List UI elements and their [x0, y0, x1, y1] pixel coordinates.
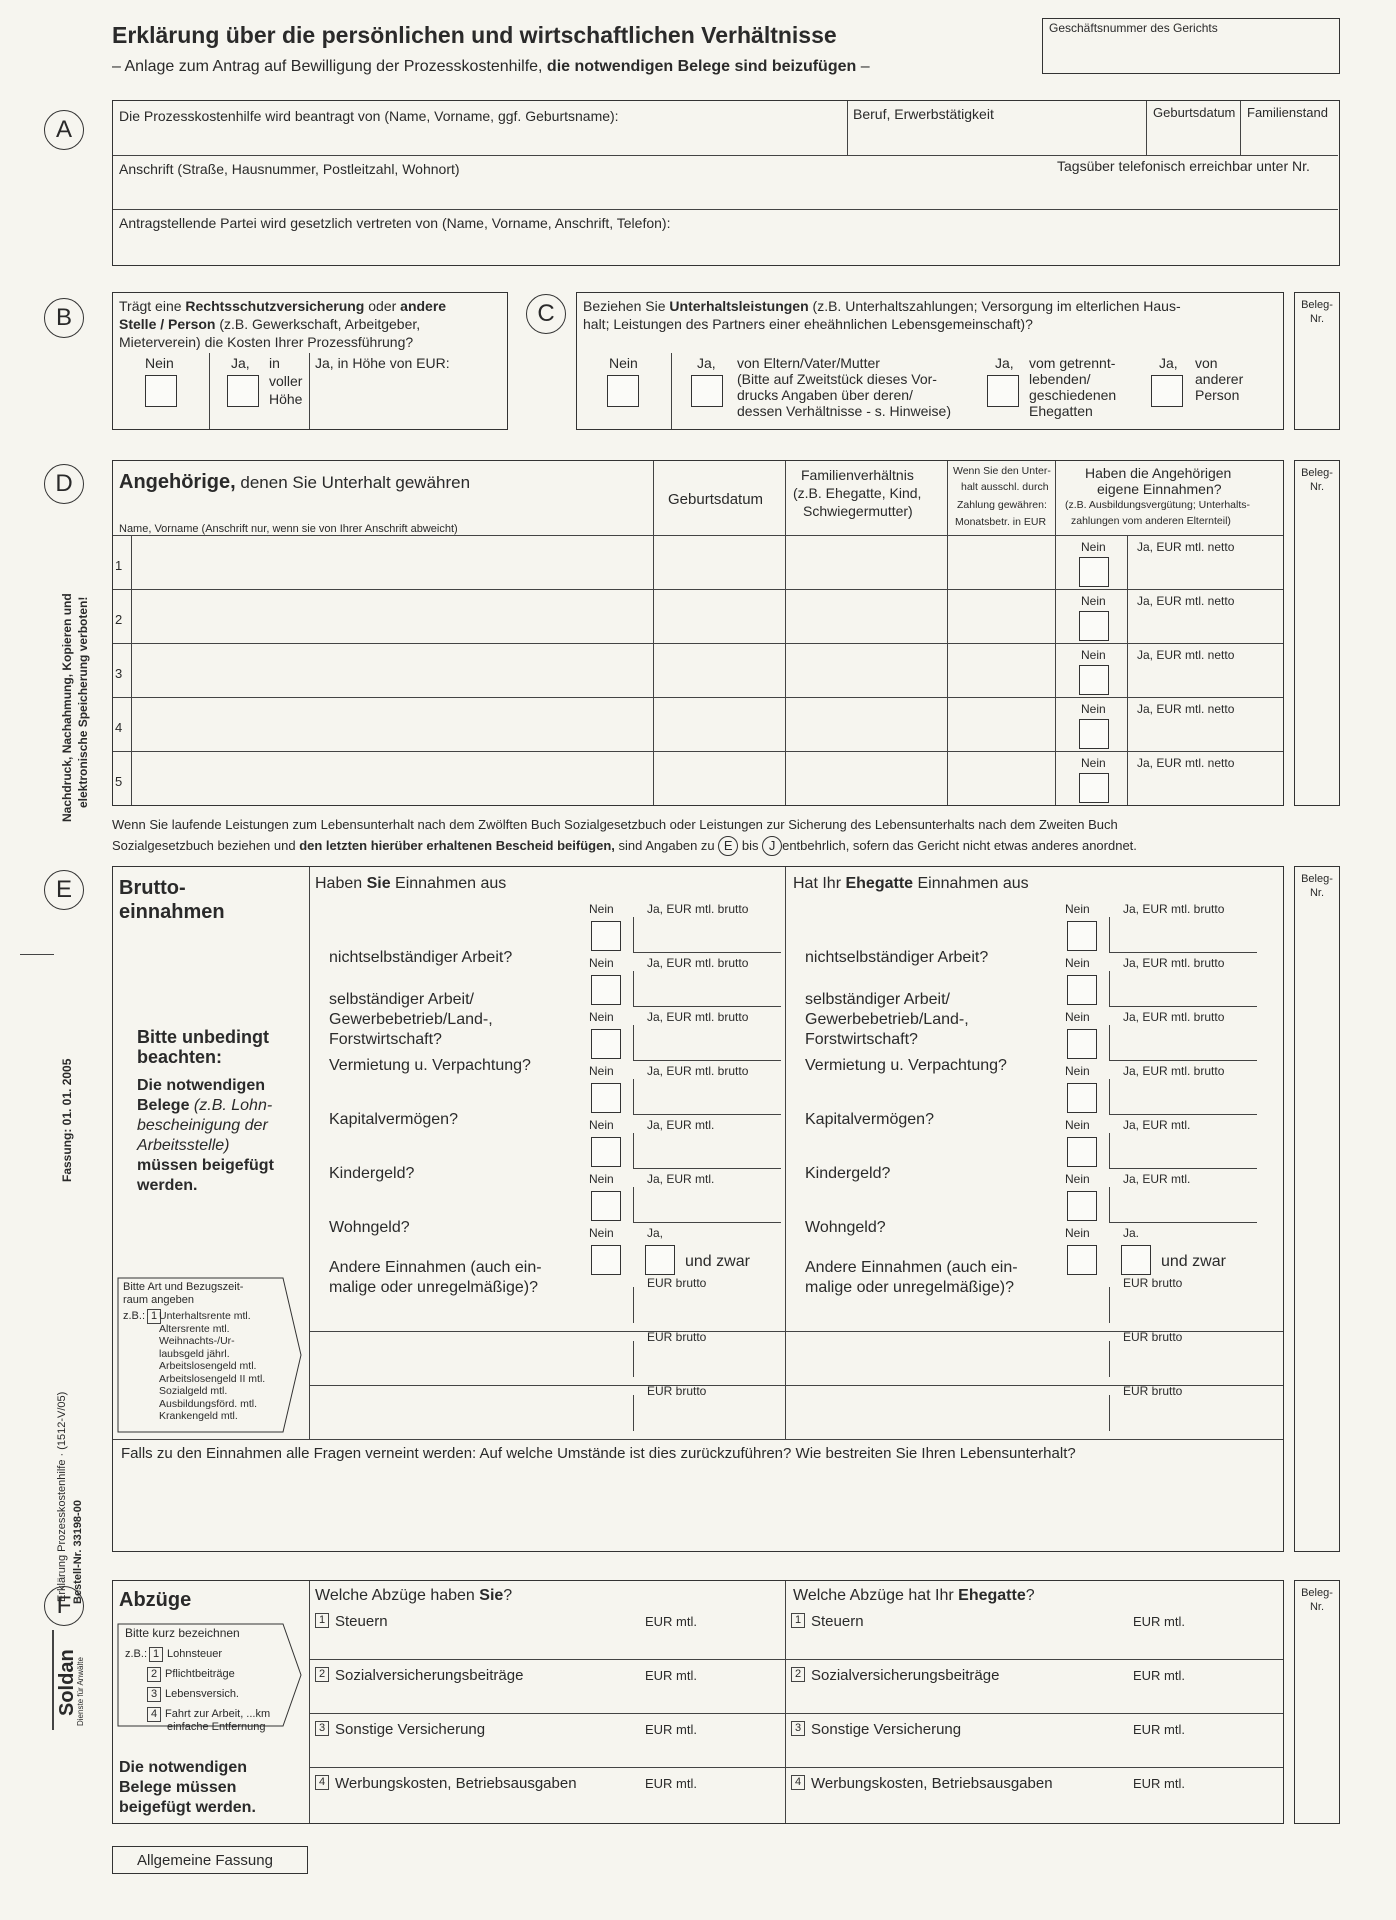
your-income-label: Gewerbebetrieb/Land-,: [329, 1011, 493, 1028]
insurance-full-voller-label: voller: [269, 373, 303, 389]
form-subtitle: – Anlage zum Antrag auf Bewilligung der Prozesskostenhilfe, die notwendigen Belege sind beizufügen –: [112, 58, 870, 75]
maintenance-spouse-l4: Ehegatten: [1029, 403, 1093, 419]
spouse-income-no-checkbox[interactable]: [1067, 1029, 1097, 1059]
yes-amount-label: Ja, EUR mtl. brutto: [1123, 956, 1225, 970]
your-other-income-field[interactable]: [315, 1269, 775, 1321]
maintenance-spouse-yes-label: Ja,: [995, 355, 1014, 371]
yes-amount-label: Ja, EUR mtl. brutto: [1123, 902, 1225, 916]
section-a-marker: A: [44, 110, 84, 150]
spouse-income-label: Vermietung u. Verpachtung?: [805, 1057, 1007, 1074]
your-income-row: [309, 1118, 785, 1182]
deduction-label: Sozialversicherungsbeiträge: [811, 1667, 1000, 1684]
maintenance-other-yes-label: Ja,: [1159, 355, 1178, 371]
your-income-row: [309, 1010, 785, 1074]
deduction-label: Werbungskosten, Betriebsausgaben: [335, 1775, 577, 1792]
spouse-income-row: [785, 956, 1261, 1048]
your-deduction-row[interactable]: [309, 1719, 785, 1767]
insurance-no-checkbox[interactable]: [145, 375, 177, 407]
dependents-rel-l3: Schwiegermutter): [803, 503, 913, 519]
section-e-marker: E: [44, 870, 84, 910]
no-label: Nein: [1065, 902, 1090, 916]
insurance-full-yes-label: Ja,: [231, 355, 250, 371]
applicant-name-label: Die Prozesskostenhilfe wird beantragt von (Name, Vorname, ggf. Geburtsname):: [119, 108, 619, 124]
spouse-income-label: Gewerbebetrieb/Land-,: [805, 1011, 969, 1028]
eur-monthly-label: EUR mtl.: [1133, 1668, 1185, 1683]
beleg-b-c[interactable]: Beleg- Nr.: [1294, 292, 1340, 430]
birthdate-label: Geburtsdatum: [1153, 105, 1236, 120]
beleg-d[interactable]: Beleg- Nr.: [1294, 460, 1340, 806]
spouse-income-label: nichtselbständiger Arbeit?: [805, 949, 989, 966]
spouse-income-row: [785, 902, 1261, 966]
yes-label: Ja,: [647, 1226, 664, 1240]
maintenance-other-l2: anderer: [1195, 371, 1244, 387]
deduction-label: Steuern: [335, 1613, 388, 1630]
your-income-row: [309, 956, 785, 1048]
eur-monthly-label: EUR mtl.: [645, 1776, 697, 1791]
brand-tagline: Dienste für Anwälte: [76, 1657, 85, 1726]
maintenance-parents-checkbox[interactable]: [691, 375, 723, 407]
your-income-amount-field[interactable]: [633, 1133, 781, 1169]
no-income-answer-field[interactable]: [117, 1467, 1277, 1547]
your-income-label: Kapitalvermögen?: [329, 1111, 458, 1128]
no-label: Nein: [1065, 1118, 1090, 1132]
spouse-other-income-field[interactable]: [791, 1323, 1251, 1375]
spouse-other-income-field[interactable]: [791, 1269, 1251, 1321]
maintenance-other-checkbox[interactable]: [1151, 375, 1183, 407]
dependent-5-no-checkbox[interactable]: [1079, 773, 1109, 803]
benefit-examples: Unterhaltsrente mtl. Altersrente mtl. Weihnachts-/Ur- laubsgeld jährl. Arbeitslosengeld mtl. Arbeitslosengeld II mtl. Sozialgeld mtl. Ausbildungsförd. mtl. Krankengeld mtl.: [159, 1310, 266, 1422]
your-deduction-row[interactable]: [309, 1773, 785, 1821]
eur-monthly-label: EUR mtl.: [645, 1668, 697, 1683]
form-title: Erklärung über die persönlichen und wirtschaftlichen Verhältnisse: [112, 22, 837, 48]
your-income-label: Forstwirtschaft?: [329, 1031, 442, 1048]
deduction-label: Sozialversicherungsbeiträge: [335, 1667, 524, 1684]
no-label: Nein: [589, 1172, 614, 1186]
spouse-income-header: Hat Ihr Ehegatte Einnahmen aus: [793, 875, 1029, 892]
version-box: Allgemeine Fassung: [112, 1846, 308, 1874]
insurance-no-label: Nein: [145, 355, 174, 371]
beleg-e[interactable]: Beleg- Nr.: [1294, 866, 1340, 1552]
spouse-income-amount-field[interactable]: [1109, 1187, 1257, 1223]
insurance-question-l2: Stelle / Person (z.B. Gewerkschaft, Arbeitgeber,: [119, 316, 421, 332]
maintenance-spouse-l3: geschiedenen: [1029, 387, 1117, 403]
deduction-number: 4: [315, 1775, 329, 1790]
dependent-row-5[interactable]: 5 Nein Ja, EUR mtl. netto: [113, 751, 1283, 805]
dependent-4-no-checkbox[interactable]: [1079, 719, 1109, 749]
maintenance-parents-l2: (Bitte auf Zweitstück dieses Vor-: [737, 371, 937, 387]
spouse-income-amount-field[interactable]: [1109, 1025, 1257, 1061]
section-e: Brutto- einnahmen Bitte unbedingt beachten: Die notwendigen Belege (z.B. Lohn- bescheinigung der Arbeitsstelle) müssen beigefügt werden. Bitte Art und Bezugszeit- raum angeben z.B.: 1 Unterhaltsrente mtl. Altersrente mtl. Weihnachts-/Ur- laubsgeld jährl. Arbeitslosengeld mtl. Arbeitslosengeld II mtl. Sozialgeld mtl. Ausbildungsförd. mtl. Krankengeld mtl. Haben Sie Einnahmen aus Hat Ihr Ehegatte Einnahmen aus nichtselbständiger Arbeit? Nein Ja, EUR mtl. brutto selbständiger Arbeit/ Gewerbebetrieb/Land-, Forstwirtschaft? Nein Ja, EUR mtl. brutto Vermietung u. Verpachtung? Nein Ja, EUR mtl. brutto Kapitalvermögen? Nein Ja, EUR mtl. brutto Kindergeld? Nein Ja, EUR mtl. Wohngeld? Nein Ja, EUR mtl. Andere Einnahmen (auch ein- malige oder unregelmäßige)? Nein Ja, und zwar EUR brutto EUR brutto EUR brutto nichtselbständiger Arbeit? Nein Ja, EUR mtl. brutto selbständiger Arbeit/ Gewerbebetrieb/Land-, Forstwirtschaft? Nein Ja, EUR mtl. brutto Vermietung u. Verpachtung? Nein Ja, EUR mtl. brutto Kapitalvermögen? Nein Ja, EUR mtl. brutto Kindergeld? Nein Ja, EUR mtl. Wohngeld? Nein Ja, EUR mtl. Andere Einnahmen (auch ein- malige oder unregelmäßige)? Nein Ja. und zwar EUR brutto EUR brutto EUR brutto Falls zu den Einnahmen alle Fragen verneint werden: Auf welche Umstände ist dies zurückzuführen? Wie bestreiten Sie Ihren Lebensunterhalt?: [112, 866, 1284, 1552]
hint-l1: Bitte unbedingt: [137, 1027, 269, 1047]
eur-monthly-label: EUR mtl.: [1133, 1614, 1185, 1629]
your-other-income-field[interactable]: [315, 1323, 775, 1375]
your-income-label: Vermietung u. Verpachtung?: [329, 1057, 531, 1074]
copyright-notice-l1: Nachdruck, Nachahmung, Kopieren und: [60, 593, 74, 822]
dependents-inc-l3: (z.B. Ausbildungsvergütung; Unterhalts-: [1065, 499, 1251, 511]
section-d-marker: D: [44, 464, 84, 504]
dependent-3-no-checkbox[interactable]: [1079, 665, 1109, 695]
maintenance-other-l1: von: [1195, 355, 1218, 371]
no-label: Nein: [1065, 1010, 1090, 1024]
deduction-label: Steuern: [811, 1613, 864, 1630]
eur-monthly-label: EUR mtl.: [645, 1722, 697, 1737]
your-deduction-row[interactable]: [309, 1665, 785, 1713]
spouse-income-label: Forstwirtschaft?: [805, 1031, 918, 1048]
dependent-2-no-checkbox[interactable]: [1079, 611, 1109, 641]
maintenance-no-checkbox[interactable]: [607, 375, 639, 407]
maintenance-parents-l3: drucks Angaben über deren/: [737, 387, 913, 403]
spouse-income-label: malige oder unregelmäßige)?: [805, 1279, 1014, 1296]
deduction-number: 2: [315, 1667, 329, 1682]
deduction-label: Sonstige Versicherung: [335, 1721, 486, 1738]
gross-income-title-l2: einnahmen: [119, 901, 225, 923]
spouse-other-income-field[interactable]: [791, 1377, 1251, 1429]
namely-label: und zwar: [685, 1253, 750, 1270]
yes-amount-label: Ja, EUR mtl. brutto: [647, 902, 749, 916]
your-income-amount-field[interactable]: [633, 971, 781, 1007]
deduction-number: 1: [791, 1613, 805, 1628]
yes-label: Ja.: [1123, 1226, 1140, 1240]
dependents-pay-l3: Zahlung gewähren:: [957, 499, 1047, 511]
no-label: Nein: [589, 902, 614, 916]
section-c-marker: C: [526, 294, 566, 334]
spouse-income-label: Kapitalvermögen?: [805, 1111, 934, 1128]
your-income-no-checkbox[interactable]: [591, 1029, 621, 1059]
your-income-no-checkbox[interactable]: [591, 1137, 621, 1167]
eur-monthly-label: EUR mtl.: [1133, 1776, 1185, 1791]
version-date: Fassung: 01. 01. 2005: [60, 1058, 74, 1182]
yes-amount-label: Ja, EUR mtl.: [647, 1118, 715, 1132]
eur-gross-label: EUR brutto: [1123, 1276, 1183, 1290]
namely-label: und zwar: [1161, 1253, 1226, 1270]
spouse-income-amount-field[interactable]: [1109, 1133, 1257, 1169]
spouse-income-row: [785, 1172, 1261, 1236]
address-label: Anschrift (Straße, Hausnummer, Postleitzahl, Wohnort): [119, 161, 460, 177]
section-b: [112, 292, 508, 430]
maintenance-spouse-checkbox[interactable]: [987, 375, 1019, 407]
your-income-amount-field[interactable]: [633, 1187, 781, 1223]
insurance-full-hoehe-label: Höhe: [269, 391, 303, 407]
no-label: Nein: [1065, 956, 1090, 970]
no-label: Nein: [589, 1226, 614, 1240]
copyright-notice-l2: elektronische Speicherung verboten!: [76, 596, 90, 808]
no-label: Nein: [1065, 1226, 1090, 1240]
your-income-label: Andere Einnahmen (auch ein-: [329, 1259, 542, 1276]
maintenance-parents-yes-label: Ja,: [697, 355, 716, 371]
dependents-title: Angehörige, denen Sie Unterhalt gewähren: [119, 471, 471, 493]
spouse-income-label: Kindergeld?: [805, 1165, 891, 1182]
your-income-no-checkbox[interactable]: [591, 921, 621, 951]
spouse-income-amount-field[interactable]: [1109, 1079, 1257, 1115]
spouse-income-no-checkbox[interactable]: [1067, 921, 1097, 951]
maintenance-spouse-l1: vom getrennt-: [1029, 355, 1116, 371]
insurance-amount-label: Ja, in Höhe von EUR:: [315, 355, 450, 371]
spouse-deduction-row[interactable]: [785, 1719, 1261, 1767]
spouse-income-row: [785, 1010, 1261, 1074]
spouse-deduction-row[interactable]: [785, 1773, 1261, 1821]
insurance-amount-field[interactable]: [313, 373, 503, 423]
spouse-income-no-checkbox[interactable]: [1067, 1191, 1097, 1221]
yes-amount-label: Ja, EUR mtl. brutto: [647, 956, 749, 970]
legal-representative-label: Antragstellende Partei wird gesetzlich vertreten von (Name, Vorname, Anschrift, Telefon):: [119, 215, 671, 231]
no-label: Nein: [589, 1118, 614, 1132]
maintenance-question-l1: Beziehen Sie Unterhaltsleistungen (z.B. Unterhaltszahlungen; Versorgung im elterlichen Haus-: [583, 298, 1181, 314]
spouse-income-no-checkbox[interactable]: [1067, 1137, 1097, 1167]
spouse-income-label: selbständiger Arbeit/: [805, 991, 950, 1008]
your-income-no-checkbox[interactable]: [591, 1083, 621, 1113]
your-deduction-row[interactable]: [309, 1611, 785, 1659]
eur-monthly-label: EUR mtl.: [645, 1614, 697, 1629]
your-income-amount-field[interactable]: [633, 1025, 781, 1061]
yes-amount-label: Ja, EUR mtl. brutto: [1123, 1064, 1225, 1078]
eur-gross-label: EUR brutto: [1123, 1384, 1183, 1398]
deduction-number: 4: [791, 1775, 805, 1790]
yes-amount-label: Ja, EUR mtl. brutto: [1123, 1010, 1225, 1024]
phone-label: Tagsüber telefonisch erreichbar unter Nr.: [1057, 158, 1310, 174]
spouse-deductions-header: Welche Abzüge hat Ihr Ehegatte?: [793, 1587, 1035, 1604]
your-income-no-checkbox[interactable]: [591, 1191, 621, 1221]
dependents-pay-l1: Wenn Sie den Unter-: [953, 465, 1051, 477]
dependents-rel-l2: (z.B. Ehegatte, Kind,: [793, 485, 922, 501]
dependents-inc-l2: eigene Einnahmen?: [1097, 481, 1222, 497]
insurance-question-l3: Mieterverein) die Kosten Ihrer Prozessführung?: [119, 334, 414, 350]
your-income-label: malige oder unregelmäßige)?: [329, 1279, 538, 1296]
eur-monthly-label: EUR mtl.: [1133, 1722, 1185, 1737]
your-income-label: selbständiger Arbeit/: [329, 991, 474, 1008]
section-f: Abzüge Bitte kurz bezeichnen z.B.: 1 Lohnsteuer 2 Pflichtbeiträge 3 Lebensversich. 4 Fahrt zur Arbeit, ...km einfache Entfernung Die notwendigen Belege müssen beigefügt werden. Welche Abzüge haben Sie? Welche Abzüge hat Ihr Ehegatte? 1 Steuern EUR mtl. 2 Sozialversicherungsbeiträge EUR mtl. 3 Sonstige Versicherung EUR mtl. 4 Werbungskosten, Betriebsausgaben EUR mtl. 1 Steuern EUR mtl. 2 Sozialversicherungsbeiträge EUR mtl. 3 Sonstige Versicherung EUR mtl. 4 Werbungskosten, Betriebsausgaben EUR mtl.: [112, 1580, 1284, 1824]
dependent-row-3[interactable]: 3 Nein Ja, EUR mtl. netto: [113, 643, 1283, 697]
dependents-rel-l1: Familienverhältnis: [801, 467, 914, 483]
yes-amount-label: Ja, EUR mtl.: [647, 1172, 715, 1186]
no-label: Nein: [589, 1010, 614, 1024]
spouse-deduction-row[interactable]: [785, 1665, 1261, 1713]
yes-amount-label: Ja, EUR mtl.: [1123, 1118, 1191, 1132]
dependent-row-1[interactable]: 1 Nein Ja, EUR mtl. netto: [113, 535, 1283, 589]
spouse-income-row: [785, 1118, 1261, 1182]
your-deductions-header: Welche Abzüge haben Sie?: [315, 1587, 513, 1604]
no-label: Nein: [589, 956, 614, 970]
maintenance-parents-l4: dessen Verhältnisse - s. Hinweise): [737, 403, 951, 419]
section-d: [112, 460, 1284, 806]
your-income-amount-field[interactable]: [633, 917, 781, 953]
spouse-income-label: Wohngeld?: [805, 1219, 886, 1236]
your-other-income-field[interactable]: [315, 1377, 775, 1429]
spouse-deduction-row[interactable]: [785, 1611, 1261, 1659]
your-income-amount-field[interactable]: [633, 1079, 781, 1115]
eur-gross-label: EUR brutto: [647, 1330, 707, 1344]
your-income-row: [309, 1064, 785, 1128]
deduction-number: 2: [791, 1667, 805, 1682]
social-benefits-note-l2: Sozialgesetzbuch beziehen und den letzten hierüber erhaltenen Bescheid beifügen, sind Angaben zu E bis J entbehrlich, sofern das Gericht nicht etwas anderes anordnet.: [112, 836, 1137, 856]
spouse-income-label: Andere Einnahmen (auch ein-: [805, 1259, 1018, 1276]
spouse-income-amount-field[interactable]: [1109, 917, 1257, 953]
social-benefits-note-l1: Wenn Sie laufende Leistungen zum Lebensunterhalt nach dem Zwölften Buch Sozialgesetzbuch oder Leistungen zur Sicherung des Lebensunterhalts nach dem Zweiten Buch: [112, 817, 1118, 832]
maintenance-parents-l1: von Eltern/Vater/Mutter: [737, 355, 880, 371]
dependents-name-col: Name, Vorname (Anschrift nur, wenn sie von Ihrer Anschrift abweicht): [119, 523, 458, 535]
section-c: [576, 292, 1284, 430]
hint-l3: Die notwendigen: [137, 1077, 265, 1094]
no-label: Nein: [589, 1064, 614, 1078]
dependent-row-4[interactable]: 4 Nein Ja, EUR mtl. netto: [113, 697, 1283, 751]
your-income-header: Haben Sie Einnahmen aus: [315, 875, 507, 892]
order-number: Bestell-Nr. 33198-00: [72, 1500, 84, 1604]
case-number-field[interactable]: [1042, 18, 1340, 74]
spouse-income-amount-field[interactable]: [1109, 971, 1257, 1007]
dependents-pay-l4: Monatsbetr. in EUR: [955, 516, 1047, 528]
spouse-income-no-checkbox[interactable]: [1067, 1083, 1097, 1113]
beleg-f[interactable]: Beleg- Nr.: [1294, 1580, 1340, 1824]
section-f-marker: F: [44, 1586, 84, 1626]
brand-logo: Soldan: [56, 1649, 78, 1716]
deductions-title: Abzüge: [119, 1589, 192, 1611]
form-id: Erklärung Prozesskostenhilfe · (1512-V/05): [56, 1391, 68, 1602]
yes-amount-label: Ja, EUR mtl. brutto: [647, 1010, 749, 1024]
deduction-number: 3: [791, 1721, 805, 1736]
dependents-dob-col: Geburtsdatum: [668, 491, 764, 508]
gross-income-title-l1: Brutto-: [119, 877, 186, 899]
no-label: Nein: [1065, 1064, 1090, 1078]
maintenance-spouse-l2: lebenden/: [1029, 371, 1091, 387]
deduction-number: 3: [315, 1721, 329, 1736]
section-b-marker: B: [44, 298, 84, 338]
dependents-inc-l1: Haben die Angehörigen: [1085, 465, 1232, 481]
case-number-label: Geschäftsnummer des Gerichts: [1049, 21, 1218, 35]
deduction-label: Werbungskosten, Betriebsausgaben: [811, 1775, 1053, 1792]
spouse-income-row: [785, 1064, 1261, 1128]
your-income-label: nichtselbständiger Arbeit?: [329, 949, 513, 966]
occupation-label: Beruf, Erwerbstätigkeit: [853, 106, 994, 122]
dependent-1-no-checkbox[interactable]: [1079, 557, 1109, 587]
spouse-income-no-checkbox[interactable]: [1067, 975, 1097, 1005]
dependents-inc-l4: zahlungen vom anderen Elternteil): [1071, 515, 1231, 527]
maintenance-question-l2: halt; Leistungen des Partners einer eheähnlichen Lebensgemeinschaft)?: [583, 316, 1033, 332]
dependents-pay-l2: halt ausschl. durch: [961, 481, 1049, 493]
yes-amount-label: Ja, EUR mtl.: [1123, 1172, 1191, 1186]
dependent-row-2[interactable]: 2 Nein Ja, EUR mtl. netto: [113, 589, 1283, 643]
section-a: [112, 100, 1340, 266]
maintenance-no-label: Nein: [609, 355, 638, 371]
maintenance-other-l3: Person: [1195, 387, 1240, 403]
your-income-no-checkbox[interactable]: [591, 975, 621, 1005]
marital-status-label: Familienstand: [1247, 105, 1328, 120]
insurance-full-checkbox[interactable]: [227, 375, 259, 407]
deduction-label: Sonstige Versicherung: [811, 1721, 962, 1738]
your-income-row: [309, 1172, 785, 1236]
eur-gross-label: EUR brutto: [1123, 1330, 1183, 1344]
your-income-label: Kindergeld?: [329, 1165, 415, 1182]
your-income-row: [309, 902, 785, 966]
eur-gross-label: EUR brutto: [647, 1384, 707, 1398]
no-income-question: Falls zu den Einnahmen alle Fragen verneint werden: Auf welche Umstände ist dies zurückzuführen? Wie bestreiten Sie Ihren Lebensunterhalt?: [121, 1445, 1076, 1462]
your-income-label: Wohngeld?: [329, 1219, 410, 1236]
no-label: Nein: [1065, 1172, 1090, 1186]
hint-l2: beachten:: [137, 1047, 223, 1067]
eur-gross-label: EUR brutto: [647, 1276, 707, 1290]
insurance-full-in-label: in: [269, 355, 280, 371]
deduction-number: 1: [315, 1613, 329, 1628]
insurance-question-l1: Trägt eine Rechtsschutzversicherung oder andere: [119, 298, 447, 314]
yes-amount-label: Ja, EUR mtl. brutto: [647, 1064, 749, 1078]
